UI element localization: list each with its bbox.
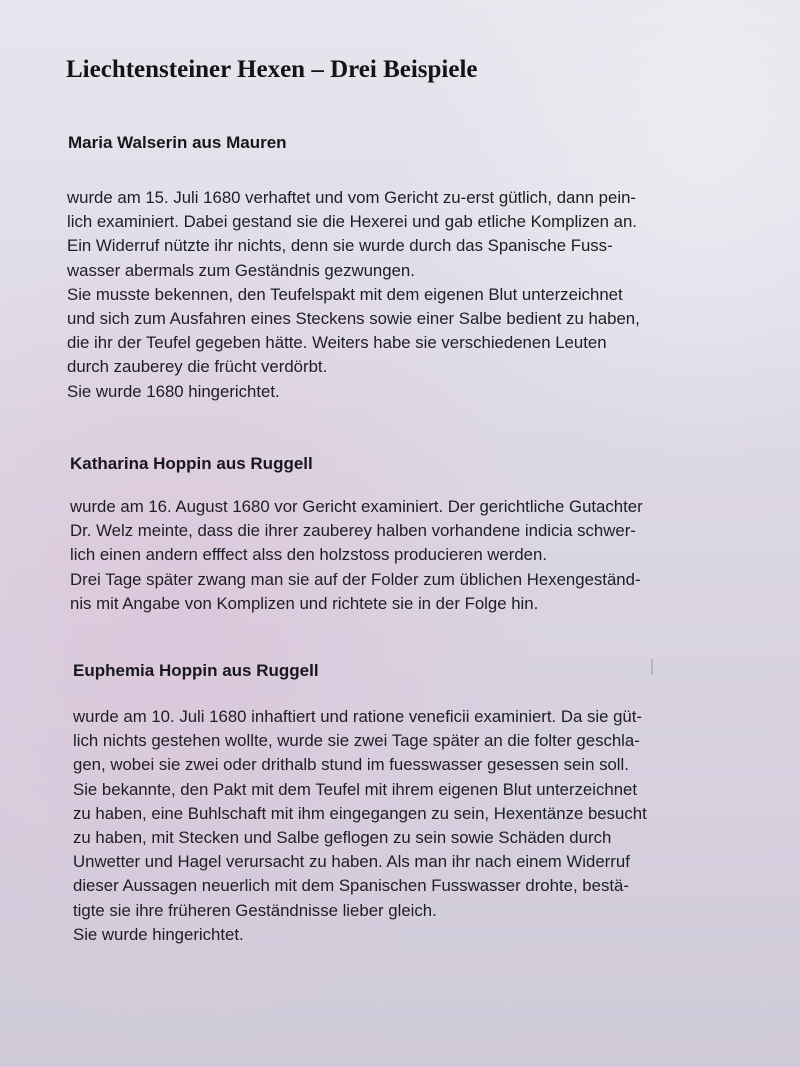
text-line: lich einen andern efffect alss den holzstoss producieren werden. — [70, 545, 548, 565]
text-line: gen, wobei sie zwei oder drithalb stund im fuesswasser gesessen sein soll. — [73, 755, 629, 775]
text-line: Drei Tage später zwang man sie auf der Folder zum üblichen Hexengeständ- — [70, 569, 641, 589]
entry-heading-maria-walserin: Maria Walserin aus Mauren — [68, 133, 287, 152]
text-line: durch zauberey die frücht verdörbt. — [67, 357, 328, 377]
text-line: Sie musste bekennen, den Teufelspakt mit dem eigenen Blut unterzeichnet — [67, 284, 623, 304]
entry-text-maria-walserin — [67, 186, 640, 404]
text-line: die ihr der Teufel gegeben hätte. Weiters habe sie verschiedenen Leuten — [67, 333, 607, 353]
text-line: nis mit Angabe von Komplizen und richtete sie in der Folge hin. — [70, 593, 539, 613]
wall-mark — [651, 659, 653, 675]
text-line: wurde am 10. Juli 1680 inhaftiert und ratione veneficii examiniert. Da sie güt- — [73, 707, 642, 726]
entry-heading-katharina-hoppin: Katharina Hoppin aus Ruggell — [70, 454, 313, 473]
text-line: Unwetter und Hagel verursacht zu haben. Als man ihr nach einem Widerruf — [73, 852, 630, 872]
text-line: wurde am 15. Juli 1680 verhaftet und vom Gericht zu-erst gütlich, dann pein- — [67, 188, 636, 207]
text-line: zu haben, mit Stecken und Salbe geflogen zu sein sowie Schäden durch — [73, 828, 612, 848]
text-line: Sie bekannte, den Pakt mit dem Teufel mit ihrem eigenen Blut unterzeichnet — [73, 779, 638, 799]
text-line: zu haben, eine Buhlschaft mit ihm eingegangen zu sein, Hexentänze besucht — [73, 803, 647, 823]
text-line: wurde am 16. August 1680 vor Gericht examiniert. Der gerichtliche Gutachter — [70, 497, 643, 516]
page-title: Liechtensteiner Hexen – Drei Beispiele — [66, 56, 478, 83]
entry-text-euphemia-hoppin — [73, 705, 647, 947]
text-line: dieser Aussagen neuerlich mit dem Spanischen Fusswasser drohte, bestä- — [73, 876, 629, 896]
text-line: tigte sie ihre früheren Geständnisse lieber gleich. — [73, 900, 437, 920]
text-line: Ein Widerruf nützte ihr nichts, denn sie wurde durch das Spanische Fuss- — [67, 236, 613, 256]
text-line: Sie wurde hingerichtet. — [73, 924, 244, 944]
text-line: und sich zum Ausfahren eines Steckens sowie einer Salbe bedient zu haben, — [67, 309, 640, 329]
entry-heading-euphemia-hoppin: Euphemia Hoppin aus Ruggell — [73, 661, 319, 680]
text-line: lich nichts gestehen wollte, wurde sie zwei Tage später an die folter geschla- — [73, 731, 640, 751]
entry-text-katharina-hoppin — [70, 495, 643, 616]
text-line: Dr. Welz meinte, dass die ihrer zauberey halben vorhandene indicia schwer- — [70, 521, 636, 541]
text-line: lich examiniert. Dabei gestand sie die Hexerei und gab etliche Komplizen an. — [67, 212, 637, 232]
text-line: Sie wurde 1680 hingerichtet. — [67, 381, 280, 401]
text-line: wasser abermals zum Geständnis gezwungen. — [67, 260, 415, 280]
